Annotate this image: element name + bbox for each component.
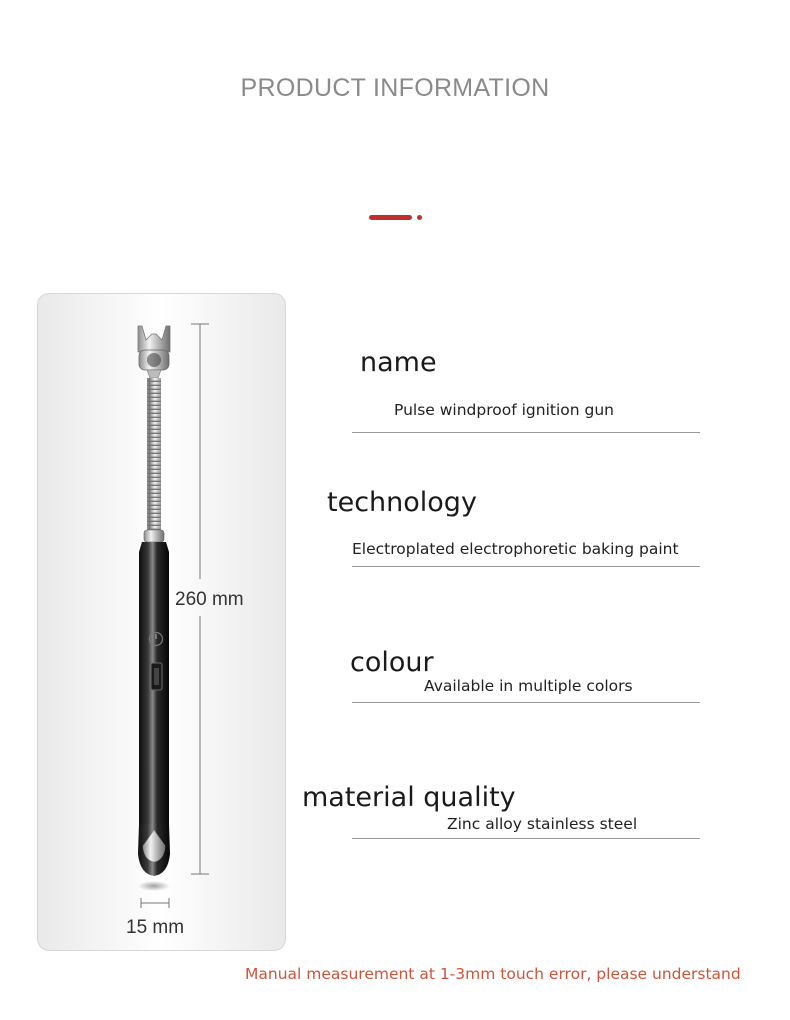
spec-label-technology: technology [327, 487, 477, 518]
spec-divider [352, 566, 700, 567]
product-image-card [37, 293, 286, 951]
spec-label-colour: colour [350, 647, 434, 678]
spec-divider [352, 702, 700, 703]
page-title: PRODUCT INFORMATION [240, 74, 550, 102]
lighter-illustration [38, 294, 286, 951]
spec-divider [352, 432, 700, 433]
spec-value-colour: Available in multiple colors [424, 677, 633, 695]
spec-value-name: Pulse windproof ignition gun [394, 401, 614, 419]
spec-label-material-quality: material quality [302, 782, 516, 813]
title-accent-bar [369, 215, 412, 220]
spec-value-material-quality: Zinc alloy stainless steel [447, 815, 638, 833]
spec-divider [352, 838, 700, 839]
title-accent-dot [417, 215, 422, 220]
flexible-neck [147, 378, 161, 532]
measurement-note: Manual measurement at 1-3mm touch error, please understand [245, 965, 741, 983]
spec-label-name: name [360, 347, 437, 378]
spec-value-technology: Electroplated electrophoretic baking paint [352, 540, 679, 558]
width-label: 15 mm [126, 917, 185, 938]
head-fork [138, 326, 170, 352]
length-label: 260 mm [175, 589, 244, 610]
